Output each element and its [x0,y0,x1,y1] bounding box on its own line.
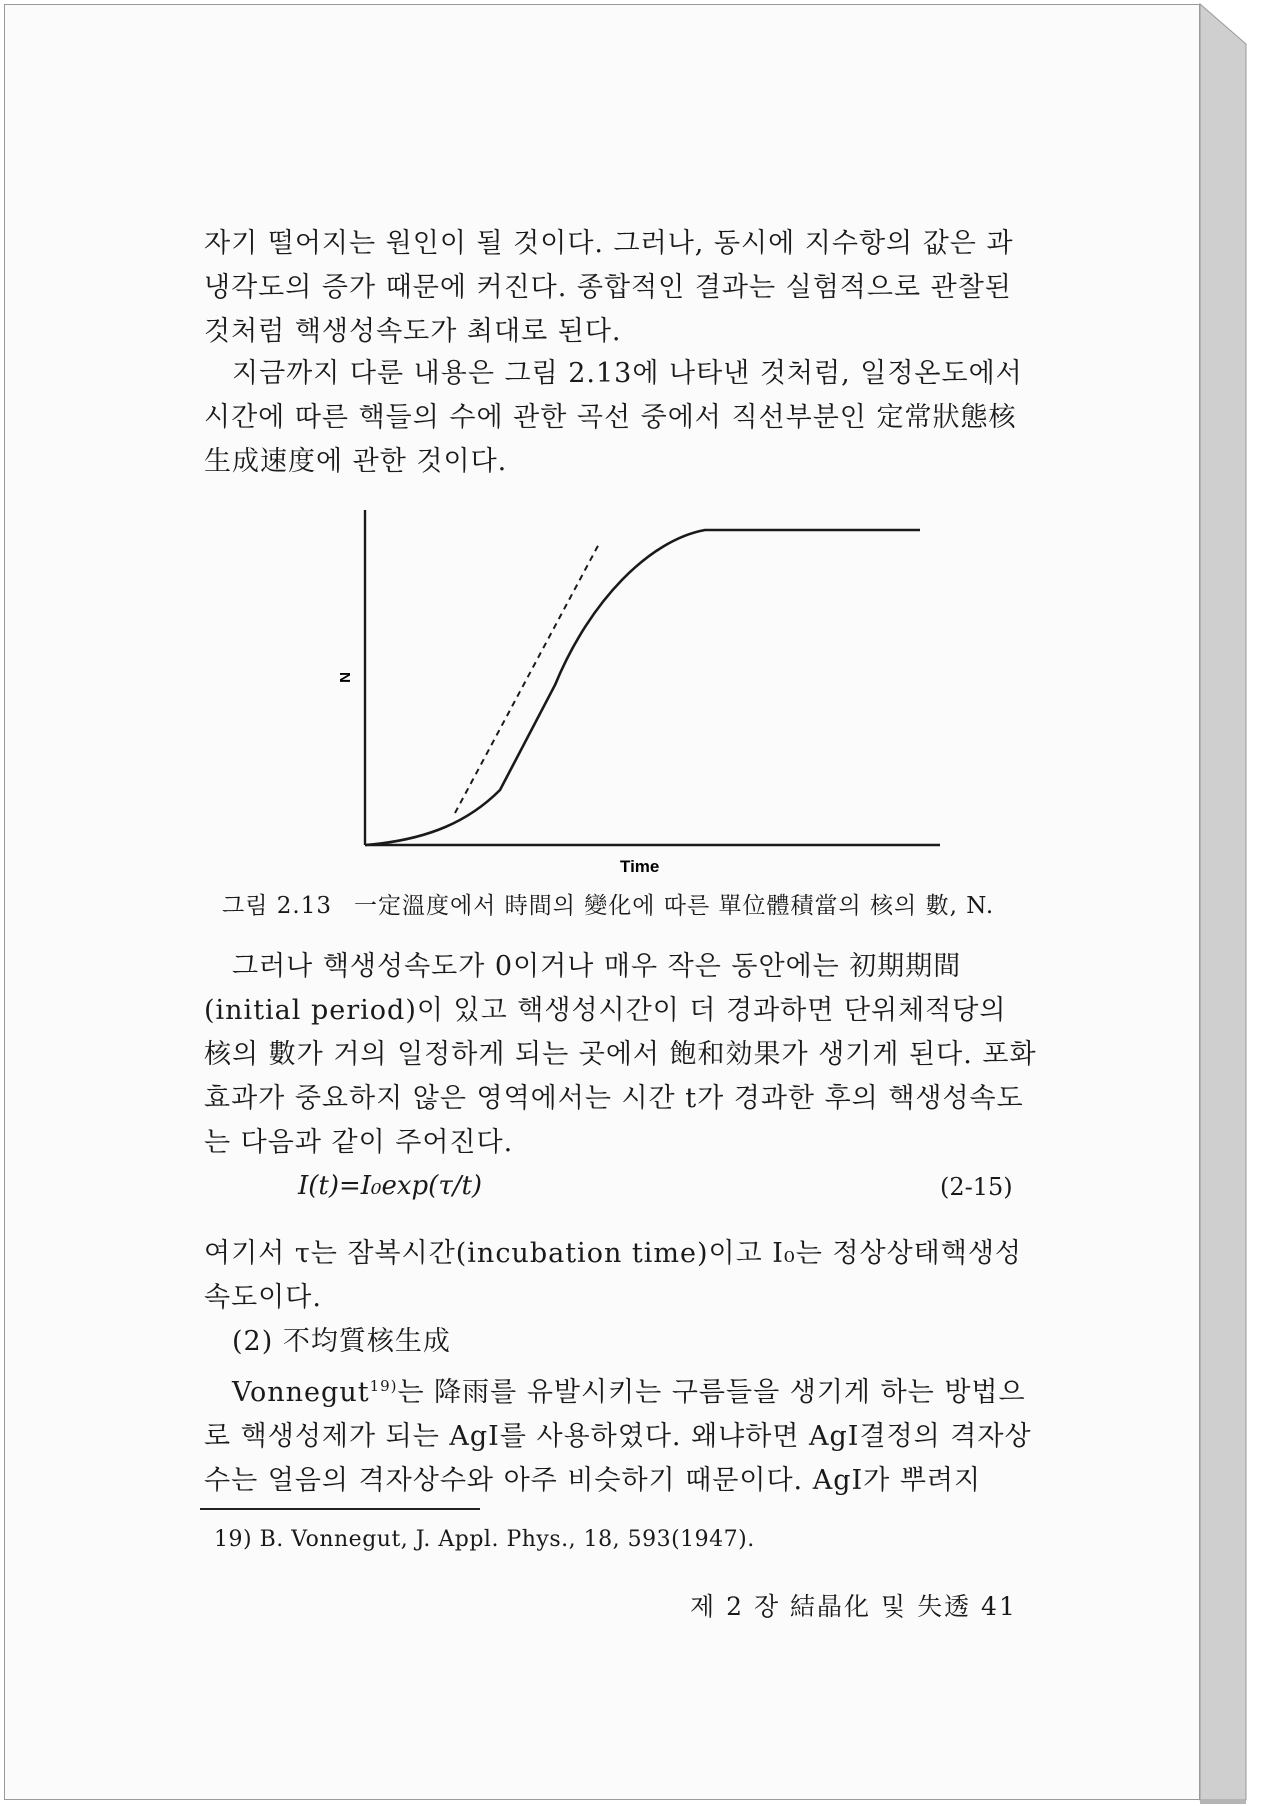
caption-number: 그림 2.13 [222,893,332,919]
footnote-ref: 19) [369,1377,398,1395]
x-axis-label: Time [620,857,660,876]
paragraph-5 [204,1364,1040,1503]
nucleation-curve [365,530,920,845]
section-heading: (2) 不均質核生成 [232,1326,451,1357]
caption-text: 一定溫度에서 時間의 變化에 따른 單位體積當의 核의 數, N. [353,893,995,919]
figure-caption [222,887,1042,920]
nucleation-figure [330,500,950,880]
footnote-divider [200,1508,480,1510]
steady-state-tangent [455,542,600,813]
nucleation-plot [330,500,950,880]
footnote: 19) B. Vonnegut, J. Appl. Phys., 18, 593(1947). [214,1527,755,1552]
paragraph-1: 자기 떨어지는 원인이 될 것이다. 그러나, 동시에 지수항의 값은 과냉각도의 증가 때문에 커진다. 종합적인 결과는 실험적으로 관찰된 것처럼 핵생성속도가 최대로 된다. [204,228,1022,347]
vonnegut-name: Vonnegut [232,1377,370,1408]
equation-2-15: I(t)=I₀exp(τ/t) [298,1171,483,1201]
y-axis-label: N [336,672,353,683]
paragraph-5-text: 는 降雨를 유발시키는 구름들을 생기게 하는 방법으로 핵생성제가 되는 AgI를 사용하였다. 왜냐하면 AgI결정의 격자상수는 얼음의 격자상수와 아주 비슷하기 때문이다. AgI가 뿌려지 [204,1377,1032,1496]
paragraph-2: 지금까지 다룬 내용은 그림 2.13에 나타낸 것처럼, 일정온도에서 시간에 따른 핵들의 수에 관한 곡선 중에서 직선부분인 定常狀態核生成速度에 관한 것이다. [204,358,1033,477]
paragraph-4: 여기서 τ는 잠복시간(incubation time)이고 I₀는 정상상태핵생성속도이다. [204,1238,1022,1313]
equation-number: (2-15) [940,1173,1013,1201]
running-footer: 제 2 장 結晶化 및 失透 41 [690,1592,1017,1621]
paragraph-3: 그러나 핵생성속도가 0이거나 매우 작은 동안에는 初期期間(initial period)이 있고 핵생성시간이 더 경과하면 단위체적당의 核의 數가 거의 일정하게 되는 곳에서 飽和効果가 생기게 된다. 포화효과가 중요하지 않은 영역에서는 시간 t가 경과한 후의 핵생성속도는 다음과 같이 주어진다. [204,951,1037,1158]
